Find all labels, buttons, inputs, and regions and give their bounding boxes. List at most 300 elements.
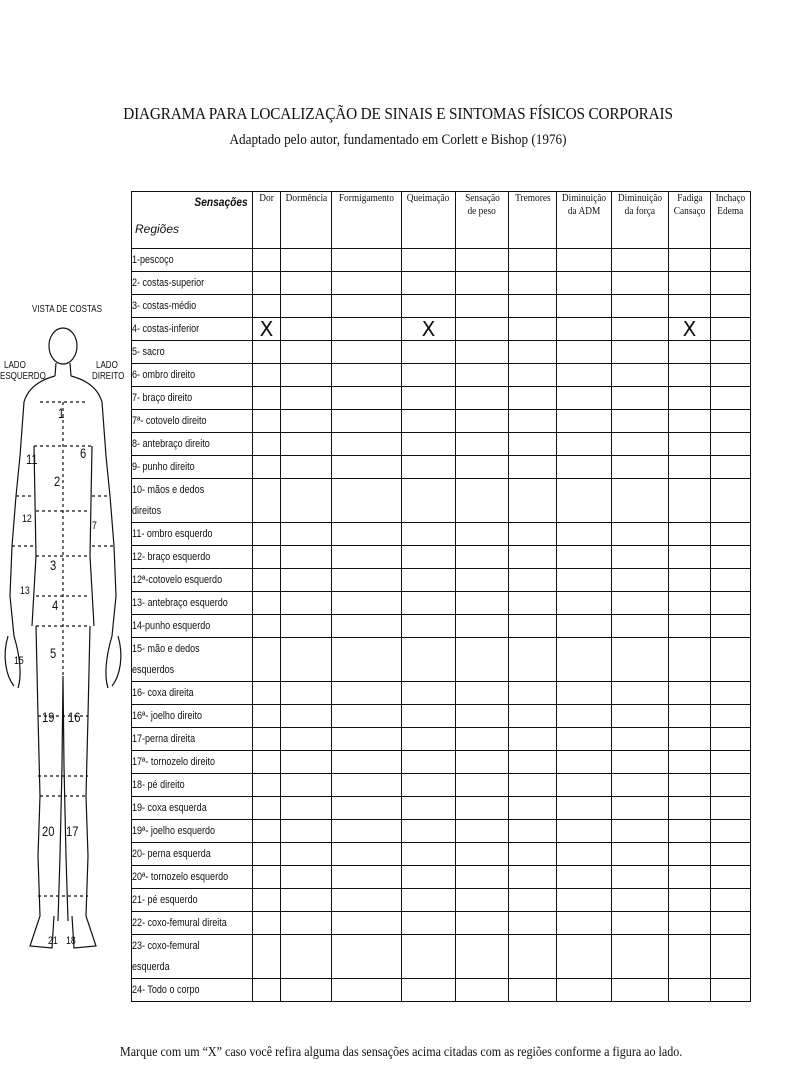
symptom-cell[interactable] [612, 569, 669, 592]
symptom-cell[interactable] [509, 479, 557, 523]
symptom-cell[interactable] [402, 295, 456, 318]
symptom-cell[interactable] [402, 318, 456, 341]
symptom-cell[interactable] [509, 364, 557, 387]
symptom-cell[interactable] [402, 364, 456, 387]
symptom-cell[interactable] [456, 751, 509, 774]
symptom-cell[interactable] [253, 866, 281, 889]
symptom-cell[interactable] [612, 318, 669, 341]
symptom-cell[interactable] [332, 728, 402, 751]
symptom-cell[interactable] [557, 866, 612, 889]
symptom-cell[interactable] [669, 638, 711, 682]
symptom-cell[interactable] [612, 364, 669, 387]
symptom-cell[interactable] [612, 456, 669, 479]
symptom-cell[interactable] [612, 295, 669, 318]
symptom-cell[interactable] [509, 341, 557, 364]
symptom-cell[interactable] [711, 843, 751, 866]
symptom-cell[interactable] [456, 410, 509, 433]
symptom-cell[interactable] [402, 843, 456, 866]
symptom-cell[interactable] [456, 935, 509, 979]
symptom-cell[interactable] [711, 751, 751, 774]
symptom-cell[interactable] [281, 820, 332, 843]
symptom-cell[interactable] [557, 797, 612, 820]
symptom-cell[interactable] [253, 410, 281, 433]
symptom-cell[interactable] [711, 705, 751, 728]
symptom-cell[interactable] [281, 456, 332, 479]
symptom-cell[interactable] [402, 433, 456, 456]
symptom-cell[interactable] [253, 479, 281, 523]
symptom-cell[interactable] [612, 751, 669, 774]
symptom-cell[interactable] [509, 249, 557, 272]
symptom-cell[interactable] [669, 682, 711, 705]
symptom-cell[interactable] [253, 592, 281, 615]
symptom-cell[interactable] [402, 546, 456, 569]
symptom-cell[interactable] [281, 615, 332, 638]
symptom-cell[interactable] [253, 889, 281, 912]
symptom-cell[interactable] [669, 479, 711, 523]
symptom-cell[interactable] [711, 682, 751, 705]
symptom-cell[interactable] [402, 797, 456, 820]
symptom-cell[interactable] [669, 979, 711, 1002]
symptom-cell[interactable] [669, 364, 711, 387]
symptom-cell[interactable] [557, 820, 612, 843]
symptom-cell[interactable] [281, 843, 332, 866]
symptom-cell[interactable] [332, 272, 402, 295]
symptom-cell[interactable] [253, 364, 281, 387]
symptom-cell[interactable] [557, 843, 612, 866]
symptom-cell[interactable] [253, 318, 281, 341]
symptom-cell[interactable] [402, 935, 456, 979]
symptom-cell[interactable] [509, 615, 557, 638]
symptom-cell[interactable] [332, 410, 402, 433]
symptom-cell[interactable] [456, 889, 509, 912]
symptom-cell[interactable] [509, 318, 557, 341]
symptom-cell[interactable] [456, 479, 509, 523]
symptom-cell[interactable] [669, 249, 711, 272]
symptom-cell[interactable] [456, 912, 509, 935]
symptom-cell[interactable] [711, 364, 751, 387]
symptom-cell[interactable] [281, 272, 332, 295]
symptom-cell[interactable] [281, 979, 332, 1002]
symptom-cell[interactable] [332, 364, 402, 387]
symptom-cell[interactable] [332, 797, 402, 820]
symptom-cell[interactable] [669, 728, 711, 751]
symptom-cell[interactable] [332, 751, 402, 774]
symptom-cell[interactable] [456, 249, 509, 272]
symptom-cell[interactable] [456, 569, 509, 592]
symptom-cell[interactable] [281, 774, 332, 797]
symptom-cell[interactable] [281, 935, 332, 979]
symptom-cell[interactable] [253, 456, 281, 479]
symptom-cell[interactable] [509, 433, 557, 456]
symptom-cell[interactable] [509, 456, 557, 479]
symptom-cell[interactable] [612, 935, 669, 979]
symptom-cell[interactable] [332, 341, 402, 364]
symptom-cell[interactable] [509, 820, 557, 843]
symptom-cell[interactable] [402, 979, 456, 1002]
symptom-cell[interactable] [711, 433, 751, 456]
symptom-cell[interactable] [253, 774, 281, 797]
symptom-cell[interactable] [509, 774, 557, 797]
symptom-cell[interactable] [402, 341, 456, 364]
symptom-cell[interactable] [711, 912, 751, 935]
symptom-cell[interactable] [253, 728, 281, 751]
symptom-cell[interactable] [557, 728, 612, 751]
symptom-cell[interactable] [669, 341, 711, 364]
symptom-cell[interactable] [612, 705, 669, 728]
symptom-cell[interactable] [332, 912, 402, 935]
symptom-cell[interactable] [402, 912, 456, 935]
symptom-cell[interactable] [612, 682, 669, 705]
symptom-cell[interactable] [402, 638, 456, 682]
symptom-cell[interactable] [456, 272, 509, 295]
symptom-cell[interactable] [281, 592, 332, 615]
symptom-cell[interactable] [402, 569, 456, 592]
symptom-cell[interactable] [281, 523, 332, 546]
symptom-cell[interactable] [281, 433, 332, 456]
symptom-cell[interactable] [669, 912, 711, 935]
symptom-cell[interactable] [509, 295, 557, 318]
symptom-cell[interactable] [253, 272, 281, 295]
symptom-cell[interactable] [253, 751, 281, 774]
symptom-cell[interactable] [332, 820, 402, 843]
symptom-cell[interactable] [612, 728, 669, 751]
symptom-cell[interactable] [281, 249, 332, 272]
symptom-cell[interactable] [557, 889, 612, 912]
symptom-cell[interactable] [402, 820, 456, 843]
symptom-cell[interactable] [332, 592, 402, 615]
symptom-cell[interactable] [281, 751, 332, 774]
symptom-cell[interactable] [253, 797, 281, 820]
symptom-cell[interactable] [332, 295, 402, 318]
symptom-cell[interactable] [281, 638, 332, 682]
symptom-cell[interactable] [612, 797, 669, 820]
symptom-cell[interactable] [612, 638, 669, 682]
symptom-cell[interactable] [509, 751, 557, 774]
symptom-cell[interactable] [557, 592, 612, 615]
symptom-cell[interactable] [332, 935, 402, 979]
symptom-cell[interactable] [509, 592, 557, 615]
symptom-cell[interactable] [281, 912, 332, 935]
symptom-cell[interactable] [456, 456, 509, 479]
symptom-cell[interactable] [557, 638, 612, 682]
symptom-cell[interactable] [402, 410, 456, 433]
symptom-cell[interactable] [509, 682, 557, 705]
symptom-cell[interactable] [332, 479, 402, 523]
symptom-cell[interactable] [557, 935, 612, 979]
symptom-cell[interactable] [669, 272, 711, 295]
symptom-cell[interactable] [509, 728, 557, 751]
symptom-cell[interactable] [281, 479, 332, 523]
symptom-cell[interactable] [711, 820, 751, 843]
symptom-cell[interactable] [402, 728, 456, 751]
symptom-cell[interactable] [456, 705, 509, 728]
symptom-cell[interactable] [253, 569, 281, 592]
symptom-cell[interactable] [711, 318, 751, 341]
symptom-cell[interactable] [669, 523, 711, 546]
symptom-cell[interactable] [612, 912, 669, 935]
symptom-cell[interactable] [253, 546, 281, 569]
symptom-cell[interactable] [557, 456, 612, 479]
symptom-cell[interactable] [557, 318, 612, 341]
symptom-cell[interactable] [332, 433, 402, 456]
symptom-cell[interactable] [669, 569, 711, 592]
symptom-cell[interactable] [557, 546, 612, 569]
symptom-cell[interactable] [509, 843, 557, 866]
symptom-cell[interactable] [711, 249, 751, 272]
symptom-cell[interactable] [711, 592, 751, 615]
symptom-cell[interactable] [402, 592, 456, 615]
symptom-cell[interactable] [711, 728, 751, 751]
symptom-cell[interactable] [332, 387, 402, 410]
symptom-cell[interactable] [456, 682, 509, 705]
symptom-cell[interactable] [456, 592, 509, 615]
symptom-cell[interactable] [612, 272, 669, 295]
symptom-cell[interactable] [557, 433, 612, 456]
symptom-cell[interactable] [711, 479, 751, 523]
symptom-cell[interactable] [402, 774, 456, 797]
symptom-cell[interactable] [456, 820, 509, 843]
symptom-cell[interactable] [711, 979, 751, 1002]
symptom-cell[interactable] [402, 456, 456, 479]
symptom-cell[interactable] [509, 523, 557, 546]
symptom-cell[interactable] [557, 912, 612, 935]
symptom-cell[interactable] [509, 935, 557, 979]
symptom-cell[interactable] [253, 843, 281, 866]
symptom-cell[interactable] [612, 523, 669, 546]
symptom-cell[interactable] [281, 410, 332, 433]
symptom-cell[interactable] [711, 797, 751, 820]
symptom-cell[interactable] [281, 295, 332, 318]
symptom-cell[interactable] [332, 615, 402, 638]
symptom-cell[interactable] [456, 546, 509, 569]
symptom-cell[interactable] [253, 387, 281, 410]
symptom-cell[interactable] [332, 456, 402, 479]
symptom-cell[interactable] [612, 866, 669, 889]
symptom-cell[interactable] [402, 705, 456, 728]
symptom-cell[interactable] [711, 615, 751, 638]
symptom-cell[interactable] [669, 592, 711, 615]
symptom-cell[interactable] [281, 705, 332, 728]
symptom-cell[interactable] [612, 433, 669, 456]
symptom-cell[interactable] [669, 705, 711, 728]
symptom-cell[interactable] [456, 433, 509, 456]
symptom-cell[interactable] [332, 318, 402, 341]
symptom-cell[interactable] [669, 935, 711, 979]
symptom-cell[interactable] [332, 866, 402, 889]
symptom-cell[interactable] [402, 387, 456, 410]
symptom-cell[interactable] [711, 889, 751, 912]
symptom-cell[interactable] [456, 797, 509, 820]
symptom-cell[interactable] [557, 774, 612, 797]
symptom-cell[interactable] [332, 546, 402, 569]
symptom-cell[interactable] [509, 272, 557, 295]
symptom-cell[interactable] [402, 615, 456, 638]
symptom-cell[interactable] [402, 272, 456, 295]
symptom-cell[interactable] [402, 751, 456, 774]
symptom-cell[interactable] [456, 638, 509, 682]
symptom-cell[interactable] [612, 592, 669, 615]
symptom-cell[interactable] [669, 751, 711, 774]
symptom-cell[interactable] [402, 682, 456, 705]
symptom-cell[interactable] [557, 751, 612, 774]
symptom-cell[interactable] [509, 912, 557, 935]
symptom-cell[interactable] [281, 341, 332, 364]
symptom-cell[interactable] [612, 546, 669, 569]
symptom-cell[interactable] [612, 249, 669, 272]
symptom-cell[interactable] [402, 479, 456, 523]
symptom-cell[interactable] [557, 272, 612, 295]
symptom-cell[interactable] [402, 866, 456, 889]
symptom-cell[interactable] [557, 979, 612, 1002]
symptom-cell[interactable] [557, 615, 612, 638]
symptom-cell[interactable] [612, 820, 669, 843]
symptom-cell[interactable] [509, 979, 557, 1002]
symptom-cell[interactable] [711, 272, 751, 295]
symptom-cell[interactable] [253, 249, 281, 272]
symptom-cell[interactable] [669, 889, 711, 912]
symptom-cell[interactable] [669, 456, 711, 479]
symptom-cell[interactable] [253, 638, 281, 682]
symptom-cell[interactable] [332, 682, 402, 705]
symptom-cell[interactable] [557, 682, 612, 705]
symptom-cell[interactable] [281, 682, 332, 705]
symptom-cell[interactable] [456, 364, 509, 387]
symptom-cell[interactable] [402, 889, 456, 912]
symptom-cell[interactable] [612, 843, 669, 866]
symptom-cell[interactable] [557, 341, 612, 364]
symptom-cell[interactable] [509, 705, 557, 728]
symptom-cell[interactable] [669, 774, 711, 797]
symptom-cell[interactable] [612, 410, 669, 433]
symptom-cell[interactable] [402, 249, 456, 272]
symptom-cell[interactable] [612, 774, 669, 797]
symptom-cell[interactable] [281, 318, 332, 341]
symptom-cell[interactable] [669, 615, 711, 638]
symptom-cell[interactable] [509, 797, 557, 820]
symptom-cell[interactable] [612, 889, 669, 912]
symptom-cell[interactable] [669, 410, 711, 433]
symptom-cell[interactable] [669, 546, 711, 569]
symptom-cell[interactable] [711, 546, 751, 569]
symptom-cell[interactable] [253, 979, 281, 1002]
symptom-cell[interactable] [669, 318, 711, 341]
symptom-cell[interactable] [557, 705, 612, 728]
symptom-cell[interactable] [332, 979, 402, 1002]
symptom-cell[interactable] [253, 523, 281, 546]
symptom-cell[interactable] [669, 295, 711, 318]
symptom-cell[interactable] [711, 295, 751, 318]
symptom-cell[interactable] [281, 546, 332, 569]
symptom-cell[interactable] [669, 820, 711, 843]
symptom-cell[interactable] [281, 569, 332, 592]
symptom-cell[interactable] [711, 341, 751, 364]
symptom-cell[interactable] [332, 523, 402, 546]
symptom-cell[interactable] [612, 479, 669, 523]
symptom-cell[interactable] [281, 364, 332, 387]
symptom-cell[interactable] [509, 866, 557, 889]
symptom-cell[interactable] [456, 843, 509, 866]
symptom-cell[interactable] [509, 410, 557, 433]
symptom-cell[interactable] [253, 615, 281, 638]
symptom-cell[interactable] [281, 889, 332, 912]
symptom-cell[interactable] [402, 523, 456, 546]
symptom-cell[interactable] [557, 479, 612, 523]
symptom-cell[interactable] [281, 728, 332, 751]
symptom-cell[interactable] [253, 705, 281, 728]
symptom-cell[interactable] [557, 523, 612, 546]
symptom-cell[interactable] [456, 295, 509, 318]
symptom-cell[interactable] [332, 705, 402, 728]
symptom-cell[interactable] [253, 912, 281, 935]
symptom-cell[interactable] [509, 889, 557, 912]
symptom-cell[interactable] [456, 318, 509, 341]
symptom-cell[interactable] [711, 456, 751, 479]
symptom-cell[interactable] [557, 569, 612, 592]
symptom-cell[interactable] [669, 866, 711, 889]
symptom-cell[interactable] [711, 935, 751, 979]
symptom-cell[interactable] [456, 979, 509, 1002]
symptom-cell[interactable] [509, 569, 557, 592]
symptom-cell[interactable] [711, 410, 751, 433]
symptom-cell[interactable] [669, 843, 711, 866]
symptom-cell[interactable] [509, 387, 557, 410]
symptom-cell[interactable] [281, 387, 332, 410]
symptom-cell[interactable] [332, 843, 402, 866]
symptom-cell[interactable] [456, 523, 509, 546]
symptom-cell[interactable] [557, 295, 612, 318]
symptom-cell[interactable] [557, 364, 612, 387]
symptom-cell[interactable] [281, 866, 332, 889]
symptom-cell[interactable] [711, 774, 751, 797]
symptom-cell[interactable] [332, 249, 402, 272]
symptom-cell[interactable] [456, 728, 509, 751]
symptom-cell[interactable] [456, 387, 509, 410]
symptom-cell[interactable] [332, 569, 402, 592]
symptom-cell[interactable] [612, 615, 669, 638]
symptom-cell[interactable] [332, 889, 402, 912]
symptom-cell[interactable] [557, 410, 612, 433]
symptom-cell[interactable] [509, 546, 557, 569]
symptom-cell[interactable] [669, 433, 711, 456]
symptom-cell[interactable] [456, 866, 509, 889]
symptom-cell[interactable] [711, 387, 751, 410]
symptom-cell[interactable] [711, 866, 751, 889]
symptom-cell[interactable] [253, 433, 281, 456]
symptom-cell[interactable] [711, 523, 751, 546]
symptom-cell[interactable] [669, 797, 711, 820]
symptom-cell[interactable] [253, 341, 281, 364]
symptom-cell[interactable] [253, 682, 281, 705]
symptom-cell[interactable] [612, 387, 669, 410]
symptom-cell[interactable] [509, 638, 557, 682]
symptom-cell[interactable] [557, 387, 612, 410]
symptom-cell[interactable] [711, 569, 751, 592]
symptom-cell[interactable] [281, 797, 332, 820]
symptom-cell[interactable] [332, 774, 402, 797]
symptom-cell[interactable] [332, 638, 402, 682]
symptom-cell[interactable] [557, 249, 612, 272]
symptom-cell[interactable] [253, 295, 281, 318]
symptom-cell[interactable] [456, 615, 509, 638]
symptom-cell[interactable] [711, 638, 751, 682]
symptom-cell[interactable] [612, 341, 669, 364]
symptom-cell[interactable] [253, 935, 281, 979]
symptom-cell[interactable] [456, 341, 509, 364]
symptom-cell[interactable] [612, 979, 669, 1002]
symptom-cell[interactable] [456, 774, 509, 797]
symptom-cell[interactable] [253, 820, 281, 843]
symptom-cell[interactable] [669, 387, 711, 410]
